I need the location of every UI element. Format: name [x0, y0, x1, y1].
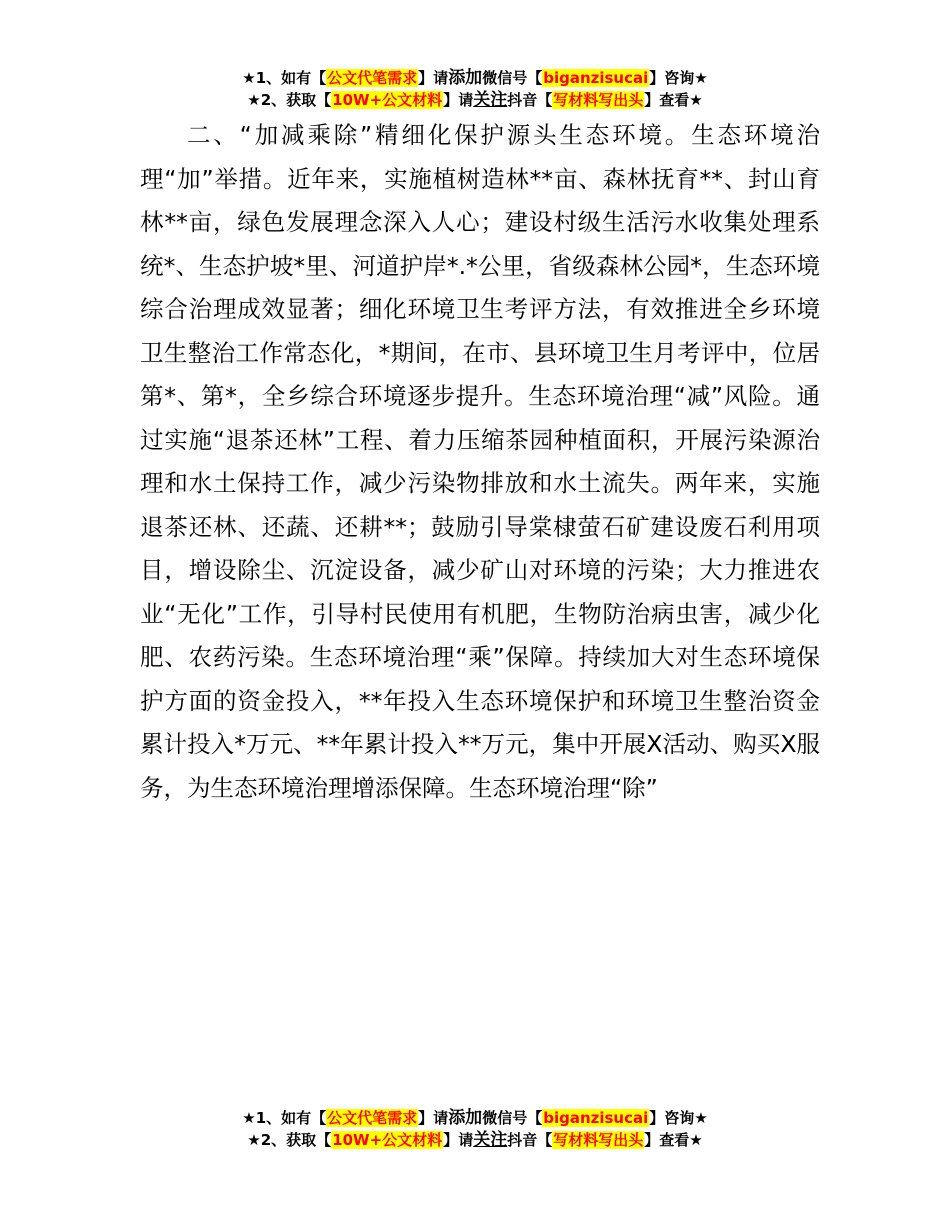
footer-line-1-highlight-service: 公文代笔需求 — [327, 1109, 418, 1127]
footer-line-2-middle-b: 抖音【 — [507, 1131, 553, 1149]
header-line-1-prefix: ★1、如有【 — [242, 69, 327, 87]
header-line-1-middle-b: 微信号【 — [482, 69, 543, 87]
header-line-2-emphasis: 关注 — [473, 90, 508, 110]
header-line-1-suffix: 】咨询★ — [649, 69, 708, 87]
header-line-2-middle-a: 】请 — [443, 91, 474, 109]
footer-line-2 — [0, 1129, 950, 1151]
footer-line-1-middle-a: 】请 — [418, 1109, 449, 1127]
footer-line-2-prefix: ★2、获取【 — [247, 1131, 332, 1149]
footer-line-1-emphasis: 添加 — [448, 1108, 483, 1128]
header-line-2 — [0, 89, 950, 111]
footer-line-2-middle-a: 】请 — [443, 1131, 474, 1149]
header-banner — [0, 67, 950, 111]
footer-line-1-prefix: ★1、如有【 — [242, 1109, 327, 1127]
footer-line-1 — [0, 1107, 950, 1129]
header-line-2-prefix: ★2、获取【 — [247, 91, 332, 109]
header-line-1-highlight-wechat: biganzisucai — [543, 69, 649, 87]
header-line-1-highlight-service: 公文代笔需求 — [327, 69, 418, 87]
header-line-2-middle-b: 抖音【 — [507, 91, 553, 109]
header-line-2-suffix: 】查看★ — [644, 91, 703, 109]
header-line-1 — [0, 67, 950, 89]
footer-line-2-suffix: 】查看★ — [644, 1131, 703, 1149]
footer-line-2-emphasis: 关注 — [473, 1130, 508, 1150]
footer-banner — [0, 1107, 950, 1151]
header-line-2-highlight-materials: 10W+公文材料 — [332, 91, 443, 109]
footer-line-2-highlight-materials: 10W+公文材料 — [332, 1131, 443, 1149]
footer-line-2-highlight-douyin: 写材料写出头 — [553, 1131, 644, 1149]
header-line-2-highlight-douyin: 写材料写出头 — [553, 91, 644, 109]
footer-line-1-suffix: 】咨询★ — [649, 1109, 708, 1127]
main-paragraph: 二、“加减乘除”精细化保护源头生态环境。生态环境治理“加”举措。近年来，实施植树造林**亩、森林抚育**、封山育林**亩，绿色发展理念深入人心；建设村级生活污水收集处理系统*、生态护坡*里、河道护岸*.*公里，省级森林公园*，生态环境综合治理成效显著；细化环境卫生考评方法，有效推进全乡环境卫生整治工作常态化，*期间，在市、县环境卫生月考评中，位居第*、第*，全乡综合环境逐步提升。生态环境治理“减”风险。通过实施“退茶还林”工程、着力压缩茶园种植面积，开展污染源治理和水土保持工作，减少污染物排放和水土流失。两年来，实施退茶还林、还蔬、还耕**；鼓励引导棠棣萤石矿建设废石利用项目，增设除尘、沉淀设备，减少矿山对环境的污染；大力推进农业“无化”工作，引导村民使用有机肥，生物防治病虫害，减少化肥、农药污染。生态环境治理“乘”保障。持续加大对生态环境保护方面的资金投入，**年投入生态环境保护和环境卫生整治资金累计投入*万元、**年累计投入**万元，集中开展X活动、购买X服务，为生态环境治理增添保障。生态环境治理“除” — [140, 121, 820, 802]
footer-line-1-middle-b: 微信号【 — [482, 1109, 543, 1127]
header-line-1-emphasis: 添加 — [448, 68, 483, 88]
footer-line-1-highlight-wechat: biganzisucai — [543, 1109, 649, 1127]
header-line-1-middle-a: 】请 — [418, 69, 449, 87]
